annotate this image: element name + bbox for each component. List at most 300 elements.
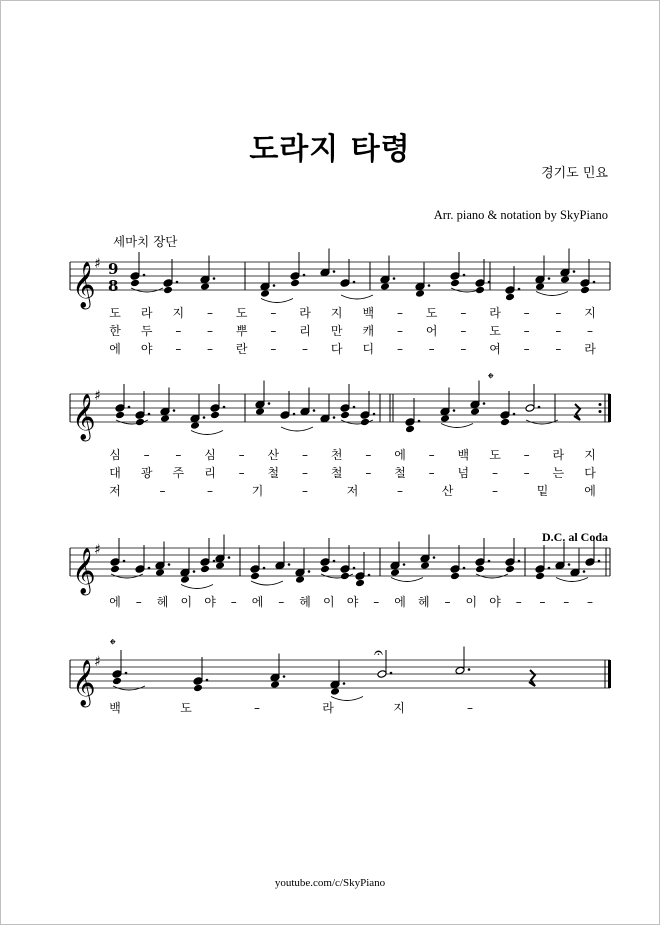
note-dot [483, 402, 486, 405]
lyric-syllable: – [270, 342, 277, 356]
time-signature-bottom: 8 [108, 277, 119, 295]
note-dot [463, 274, 466, 277]
note-dot [213, 277, 216, 280]
tie [261, 299, 293, 303]
lyric-syllable: – [460, 306, 467, 320]
lyric-syllable: – [492, 484, 498, 498]
note-head [360, 418, 370, 427]
note-head [160, 407, 170, 416]
tie [536, 292, 568, 296]
end-barline-thick [608, 660, 611, 688]
lyric-syllable: 지 [393, 701, 405, 715]
lyric-syllable: 도 [235, 306, 248, 320]
lyric-syllable: – [460, 324, 467, 338]
lyric-syllable: 다 [330, 342, 343, 356]
note-head [535, 565, 545, 574]
note-head [535, 572, 545, 581]
note-head [475, 558, 485, 567]
lyric-syllable: – [523, 448, 530, 462]
lyric-syllable: 백 [109, 701, 121, 715]
lyric-syllable: – [523, 324, 530, 338]
note-head [210, 411, 220, 420]
note-head [420, 554, 430, 563]
note-head [500, 418, 510, 427]
tie [191, 431, 223, 435]
lyric-syllable: – [143, 448, 150, 462]
note-dot [463, 567, 466, 570]
note-head [320, 414, 330, 423]
note-dot [223, 406, 226, 409]
lyric-syllable: – [428, 448, 435, 462]
note-dot [573, 270, 576, 273]
note-head [405, 418, 415, 427]
lyric-syllable: – [302, 448, 308, 462]
lyric-syllable: – [523, 306, 530, 320]
lyric-syllable: – [539, 595, 546, 609]
note-head [560, 275, 570, 284]
lyric-syllable: 뿌 [235, 324, 248, 338]
note-head [555, 561, 565, 570]
lyric-syllable: – [135, 595, 142, 609]
treble-clef-icon: 𝄞 [72, 660, 96, 706]
note-dot [268, 402, 271, 405]
coda-sign-icon: 𝄌 [488, 369, 494, 388]
note-head [155, 561, 165, 570]
lyric-syllable: – [563, 595, 570, 609]
lyric-syllable: 백 [457, 448, 470, 462]
note-head [475, 286, 485, 295]
note-dot [193, 570, 196, 573]
lyric-syllable: 도 [489, 324, 501, 338]
lyric-syllable: – [230, 595, 237, 609]
note-dot [393, 277, 396, 280]
note-head [380, 275, 390, 284]
note-head [260, 282, 270, 291]
fermata-icon: 𝄐 [374, 643, 383, 662]
lyric-syllable: – [175, 324, 182, 338]
note-dot [128, 406, 131, 409]
rest-icon [574, 404, 580, 420]
note-head [112, 670, 122, 679]
lyric-syllable: 철 [330, 466, 343, 480]
lyric-syllable: 산 [441, 484, 454, 498]
lyric-syllable: – [254, 701, 260, 715]
note-head [295, 575, 305, 584]
note-head [135, 565, 145, 574]
lyric-syllable: 어 [425, 324, 438, 338]
note-head [505, 293, 515, 302]
lyric-syllable: 야 [140, 342, 153, 356]
note-head [340, 411, 350, 420]
note-dot [303, 274, 306, 277]
lyric-syllable: 야 [204, 595, 216, 609]
note-head [505, 558, 515, 567]
tie [441, 424, 473, 428]
tie [391, 578, 423, 582]
note-head [255, 400, 265, 409]
tie [181, 585, 213, 589]
note-dot [433, 556, 436, 559]
lyric-syllable: 대 [109, 466, 121, 480]
note-dot [593, 281, 596, 284]
note-head [160, 414, 170, 423]
lyric-syllable: – [207, 484, 213, 498]
lyric-syllable: 에 [109, 342, 121, 356]
note-dot [518, 560, 521, 563]
lyric-syllable: 이 [465, 595, 478, 609]
note-head [450, 279, 460, 288]
lyric-syllable: – [278, 595, 285, 609]
lyric-syllable: – [587, 324, 593, 338]
note-dot [368, 574, 371, 577]
lyric-syllable: 만 [330, 324, 343, 338]
note-dot [518, 288, 521, 291]
treble-clef-icon: 𝄞 [72, 548, 96, 594]
note-dot [228, 556, 231, 559]
note-dot [168, 563, 171, 566]
time-signature-top: 9 [108, 260, 119, 278]
note-head [163, 279, 173, 288]
note-head [112, 677, 122, 686]
note-dot [273, 284, 276, 287]
lyric-syllable: 라 [552, 448, 565, 462]
lyric-syllable: 이 [180, 595, 193, 609]
lyric-syllable: – [397, 484, 403, 498]
note-dot [513, 413, 516, 416]
song-origin: 경기도 민요 [541, 166, 608, 181]
lyric-syllable: 철 [267, 466, 280, 480]
lyric-syllable: 헤 [156, 595, 169, 609]
lyric-syllable: 에 [394, 448, 406, 462]
note-dot [418, 420, 421, 423]
note-dot [373, 413, 376, 416]
note-head [295, 568, 305, 577]
note-dot [343, 682, 346, 685]
note-dot [313, 409, 316, 412]
lyric-syllable: – [444, 595, 451, 609]
note-head [255, 407, 265, 416]
lyric-syllable: – [175, 342, 182, 356]
lyric-syllable: – [523, 466, 530, 480]
song-title: 도라지 타령 [249, 132, 411, 167]
note-head [390, 568, 400, 577]
note-dot [488, 281, 491, 284]
note-head [525, 404, 535, 413]
lyric-syllable: – [159, 484, 166, 498]
note-head [275, 561, 285, 570]
note-head [535, 275, 545, 284]
lyric-syllable: 넘 [457, 466, 470, 480]
lyric-syllable: – [587, 595, 593, 609]
note-dot [206, 679, 209, 682]
note-dot [283, 675, 286, 678]
note-head [115, 411, 125, 420]
note-head [200, 282, 210, 291]
lyric-syllable: – [460, 342, 467, 356]
lyric-syllable: 도 [489, 448, 501, 462]
note-head [380, 282, 390, 291]
note-dot [288, 563, 291, 566]
lyric-syllable: – [302, 484, 308, 498]
lyric-syllable: 지 [330, 306, 343, 320]
note-head [475, 279, 485, 288]
note-head [330, 680, 340, 689]
lyric-syllable: 헤 [299, 595, 311, 609]
lyric-syllable: 기 [251, 484, 264, 498]
rhythm-pattern: 세마치 장단 [113, 234, 178, 249]
note-head [110, 565, 120, 574]
note-dot [598, 560, 601, 563]
note-dot [390, 672, 393, 675]
note-dot [583, 570, 586, 573]
lyric-syllable: 디 [362, 342, 375, 356]
lyric-syllable: 라 [322, 701, 334, 715]
lyric-syllable: – [238, 448, 245, 462]
note-head [193, 677, 203, 686]
lyric-syllable: 천 [330, 448, 343, 462]
note-head [535, 282, 545, 291]
lyric-syllable: – [515, 595, 522, 609]
lyric-syllable: 밑 [536, 484, 549, 498]
note-dot [263, 567, 266, 570]
key-signature-sharp-icon: ♯ [94, 542, 101, 558]
end-barline-thick [608, 394, 611, 422]
note-head [320, 558, 330, 567]
note-head [470, 407, 480, 416]
note-head [450, 572, 460, 581]
note-head [215, 561, 225, 570]
note-head [200, 275, 210, 284]
note-dot [123, 560, 126, 563]
note-head [505, 286, 515, 295]
lyric-syllable: – [270, 306, 277, 320]
note-head [440, 414, 450, 423]
lyric-syllable: 심 [204, 448, 216, 462]
note-head [500, 411, 510, 420]
note-dot [468, 668, 471, 671]
note-head [450, 565, 460, 574]
coda-sign-icon: 𝄌 [110, 635, 116, 654]
lyric-syllable: 지 [172, 306, 185, 320]
lyric-syllable: 캐 [362, 324, 375, 338]
note-dot [568, 563, 571, 566]
note-head [585, 558, 595, 567]
note-dot [173, 409, 176, 412]
note-head [390, 561, 400, 570]
lyric-syllable: 는 [552, 466, 565, 480]
note-head [190, 414, 200, 423]
note-head [130, 272, 140, 281]
note-head [340, 572, 350, 581]
lyric-syllable: 에 [584, 484, 596, 498]
lyric-syllable: 라 [140, 306, 153, 320]
lyric-syllable: – [175, 448, 182, 462]
note-head [135, 411, 145, 420]
note-head [320, 268, 330, 277]
note-dot [538, 406, 541, 409]
lyric-syllable: 한 [109, 324, 121, 338]
note-dot [143, 274, 146, 277]
lyric-syllable: 도 [109, 306, 121, 320]
note-head [155, 568, 165, 577]
lyric-syllable: – [397, 306, 403, 320]
note-head [475, 565, 485, 574]
lyric-syllable: 야 [346, 595, 359, 609]
lyric-syllable: 라 [299, 306, 311, 320]
lyric-syllable: 도 [425, 306, 438, 320]
note-dot [353, 406, 356, 409]
note-head [250, 572, 260, 581]
note-head [270, 673, 280, 682]
note-dot [353, 567, 356, 570]
lyric-syllable: 저 [109, 484, 121, 498]
note-head [415, 282, 425, 291]
footer-url[interactable]: youtube.com/c/SkyPiano [274, 877, 386, 889]
repeat-dot [599, 410, 602, 413]
note-dot [428, 284, 431, 287]
note-head [455, 666, 465, 675]
note-head [210, 404, 220, 413]
tie [251, 581, 283, 585]
lyric-syllable: 산 [267, 448, 280, 462]
note-head [163, 286, 173, 295]
note-head [300, 407, 310, 416]
note-dot [353, 281, 356, 284]
note-dot [148, 413, 151, 416]
note-head [290, 272, 300, 281]
lyric-syllable: – [365, 448, 372, 462]
note-head [440, 407, 450, 416]
lyric-syllable: 란 [235, 342, 248, 356]
lyric-syllable: 저 [346, 484, 359, 498]
lyric-syllable: 심 [109, 448, 121, 462]
note-head [415, 289, 425, 298]
lyric-syllable: – [555, 342, 562, 356]
lyric-syllable: 광 [140, 466, 153, 480]
lyric-syllable: 라 [489, 306, 501, 320]
lyric-syllable: 에 [394, 595, 406, 609]
note-dot [333, 416, 336, 419]
lyric-syllable: – [270, 324, 277, 338]
key-signature-sharp-icon: ♯ [94, 388, 101, 404]
tie [341, 295, 373, 299]
lyric-syllable: – [302, 342, 308, 356]
note-head [355, 572, 365, 581]
note-head [377, 670, 387, 679]
note-dot [293, 413, 296, 416]
treble-clef-icon: 𝄞 [72, 394, 96, 440]
note-dot [333, 560, 336, 563]
note-head [110, 558, 120, 567]
lyric-syllable: 도 [180, 701, 192, 715]
key-signature-sharp-icon: ♯ [94, 654, 101, 670]
note-dot [488, 560, 491, 563]
note-head [330, 687, 340, 696]
lyric-syllable: 에 [251, 595, 264, 609]
note-head [470, 400, 480, 409]
note-head [280, 411, 290, 420]
lyric-syllable: 여 [489, 342, 501, 356]
lyric-syllable: – [555, 306, 562, 320]
lyric-syllable: – [397, 324, 403, 338]
note-head [180, 568, 190, 577]
note-dot [148, 567, 151, 570]
lyric-syllable: 리 [204, 466, 216, 480]
note-head [180, 575, 190, 584]
note-dot [203, 416, 206, 419]
rest-icon [529, 670, 535, 686]
lyric-syllable: – [523, 342, 530, 356]
note-head [450, 272, 460, 281]
arranger-credit: Arr. piano & notation by SkyPiano [433, 208, 608, 222]
lyric-syllable: 리 [299, 324, 311, 338]
note-head [130, 279, 140, 288]
note-head [355, 579, 365, 588]
note-dot [333, 270, 336, 273]
note-head [340, 279, 350, 288]
note-head [200, 558, 210, 567]
note-head [193, 684, 203, 693]
note-head [405, 425, 415, 434]
note-head [270, 680, 280, 689]
lyric-syllable: – [492, 466, 498, 480]
note-head [505, 565, 515, 574]
lyric-syllable: 두 [140, 324, 153, 338]
note-head [340, 404, 350, 413]
tie [331, 697, 363, 701]
treble-clef-icon: 𝄞 [72, 262, 96, 308]
note-head [200, 565, 210, 574]
lyric-syllable: – [207, 342, 213, 356]
note-head [190, 421, 200, 430]
note-dot [548, 567, 551, 570]
lyric-syllable: 지 [584, 306, 596, 320]
note-head [115, 404, 125, 413]
lyric-syllable: – [238, 466, 245, 480]
note-dot [403, 563, 406, 566]
note-dot [125, 672, 128, 675]
note-head [340, 565, 350, 574]
note-head [580, 286, 590, 295]
lyric-syllable: – [555, 324, 562, 338]
lyric-syllable: – [365, 466, 372, 480]
lyric-syllable: 라 [584, 342, 596, 356]
note-dot [176, 281, 179, 284]
note-dot [548, 277, 551, 280]
note-head [580, 279, 590, 288]
note-head [320, 565, 330, 574]
lyric-syllable: – [428, 466, 435, 480]
tie [281, 427, 313, 431]
note-head [250, 565, 260, 574]
note-head [360, 411, 370, 420]
note-head [560, 268, 570, 277]
lyric-syllable: – [467, 701, 473, 715]
lyric-syllable: 지 [584, 448, 596, 462]
lyric-syllable: – [207, 324, 213, 338]
lyric-syllable: 헤 [417, 595, 430, 609]
lyric-syllable: 에 [109, 595, 121, 609]
note-head [215, 554, 225, 563]
key-signature-sharp-icon: ♯ [94, 256, 101, 272]
lyric-syllable: – [373, 595, 380, 609]
note-head [420, 561, 430, 570]
note-dot [213, 560, 216, 563]
lyric-syllable: – [207, 306, 213, 320]
note-head [290, 279, 300, 288]
lyric-syllable: – [428, 342, 435, 356]
note-head [260, 289, 270, 298]
